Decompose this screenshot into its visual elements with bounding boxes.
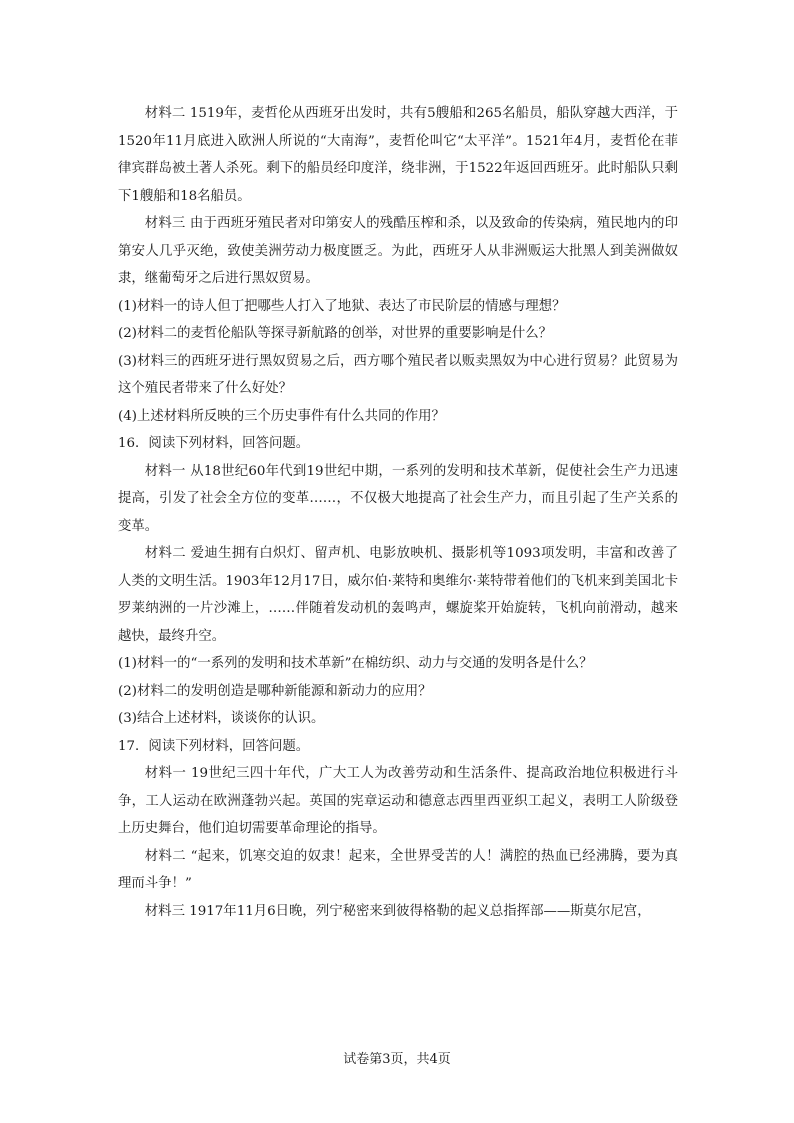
material-2-paragraph: 材料二 1519年，麦哲伦从西班牙出发时，共有5艘船和265名船员，船队穿越大西洋，于1520年11月底进入欧洲人所说的“大南海”，麦哲伦叫它“太平洋”。1521年4月，麦哲伦在菲律宾群岛被土著人杀死。剩下的船员经印度洋，绕非洲，于1522年返回西班牙。此时船队只剩下1艘船和18名船员。 — [118, 106, 678, 204]
q16-material-2: 材料二 爱迪生拥有白炽灯、留声机、电影放映机、摄影机等1093项发明，丰富和改善了人类的文明生活。1903年12月17日，威尔伯·莱特和奥维尔·莱特带着他们的飞机来到美国北卡罗莱纳洲的一片沙滩上，……伴随着发动机的轰鸣声，螺旋桨开始旋转，飞机向前滑动，越来越快，最终升空。 — [118, 546, 678, 644]
question-15-4: (4)上述材料所反映的三个历史事件有什么共同的作用？ — [118, 408, 445, 424]
question-16-1: (1)材料一的“一系列的发明和技术革新”在棉纺织、动力与交通的发明各是什么？ — [118, 656, 593, 671]
question-16-2: (2)材料二的发明创造是哪种新能源和新动力的应用？ — [118, 683, 432, 699]
material-3-paragraph: 材料三 由于西班牙殖民者对印第安人的残酷压榨和杀，以及致命的传染病，殖民地内的印第安人几乎灭绝，致使美洲劳动力极度匮乏。为此，西班牙人从非洲贩运大批黑人到美洲做奴隶，继葡萄牙之后进行黑奴贸易。 — [118, 216, 678, 286]
question-15-2: (2)材料二的麦哲伦船队等探寻新航路的创举，对世界的重要影响是什么？ — [118, 326, 553, 341]
q17-material-2: 材料二 “起来，饥寒交迫的奴隶！起来，全世界受苦的人！满腔的热血已经沸腾，要为真理而斗争！” — [118, 848, 678, 891]
question-16-3: (3)结合上述材料，谈谈你的认识。 — [118, 711, 325, 726]
q17-material-1: 材料一 19世纪三四十年代，广大工人为改善劳动和生活条件、提高政治地位积极进行斗争，工人运动在欧洲蓬勃兴起。英国的宪章运动和德意志西里西亚织工起义，表明工人阶级登上历史舞台，他们迫切需要革命理论的指导。 — [118, 766, 678, 836]
q17-material-3: 材料三 1917年11月6日晚，列宁秘密来到彼得格勒的起义总指挥部——斯莫尔尼宫， — [144, 903, 651, 919]
q16-material-1: 材料一 从18世纪60年代到19世纪中期，一系列的发明和技术革新，促使社会生产力迅速提高，引发了社会全方位的变革……，不仅极大地提高了社会生产力，而且引起了生产关系的变革。 — [118, 463, 678, 534]
question-17-heading: 17．阅读下列材料，回答问题。 — [118, 738, 310, 754]
question-15-3: (3)材料三的西班牙进行黑奴贸易之后，西方哪个殖民者以贩卖黑奴为中心进行贸易？此贸易为这个殖民者带来了什么好处？ — [118, 353, 678, 396]
question-15-1: (1)材料一的诗人但丁把哪些人打入了地狱、表达了市民阶层的情感与理想？ — [118, 298, 566, 314]
page-footer: 试卷第3页，共4页 — [343, 1052, 451, 1067]
question-16-heading: 16．阅读下列材料，回答问题。 — [118, 436, 310, 451]
page-content — [118, 100, 678, 925]
